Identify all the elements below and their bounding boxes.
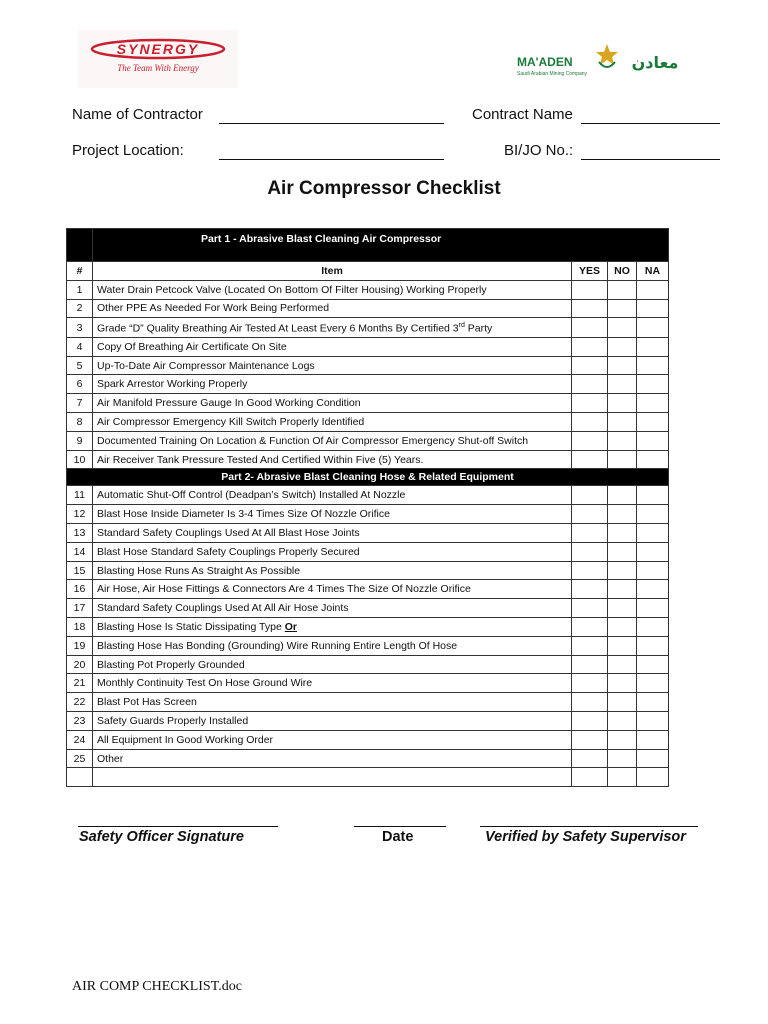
- bijo-field[interactable]: [581, 159, 720, 160]
- row-item: Blast Hose Inside Diameter Is 3-4 Times Size Of Nozzle Orifice: [93, 505, 572, 524]
- checkbox-cell-yes[interactable]: [572, 599, 608, 618]
- checkbox-cell-yes[interactable]: [572, 356, 608, 375]
- checkbox-cell-na[interactable]: [637, 318, 669, 338]
- checkbox-cell-yes[interactable]: [572, 375, 608, 394]
- checkbox-cell-yes[interactable]: [572, 580, 608, 599]
- table-row: [67, 318, 669, 338]
- checkbox-cell-yes[interactable]: [572, 693, 608, 712]
- row-item: Blasting Hose Is Static Dissipating Type Or: [93, 618, 572, 637]
- empty-cell: [67, 768, 93, 787]
- table-row: [67, 356, 669, 375]
- empty-row: [67, 768, 669, 787]
- row-item: Air Compressor Emergency Kill Switch Properly Identified: [93, 413, 572, 432]
- col-na-header: NA: [637, 262, 669, 281]
- checkbox-cell-na[interactable]: [637, 693, 669, 712]
- officer-signature-line[interactable]: [78, 826, 278, 827]
- row-number: 24: [67, 730, 93, 749]
- project-location-field[interactable]: [219, 159, 444, 160]
- row-number: 12: [67, 505, 93, 524]
- row-number: 6: [67, 375, 93, 394]
- table-row: [67, 505, 669, 524]
- row-number: 21: [67, 674, 93, 693]
- table-row: [67, 431, 669, 450]
- checkbox-cell-na[interactable]: [637, 561, 669, 580]
- row-item: Automatic Shut-Off Control (Deadpan’s Switch) Installed At Nozzle: [93, 486, 572, 505]
- bijo-label: BI/JO No.:: [504, 142, 574, 159]
- checkbox-cell-na[interactable]: [637, 712, 669, 731]
- checkbox-cell-yes[interactable]: [572, 431, 608, 450]
- empty-cell[interactable]: [608, 768, 637, 787]
- row-item: Grade “D” Quality Breathing Air Tested At Least Every 6 Months By Certified 3rd Party: [93, 318, 572, 338]
- row-item: Documented Training On Location & Function Of Air Compressor Emergency Shut-off Switch: [93, 431, 572, 450]
- row-item: Other PPE As Needed For Work Being Performed: [93, 299, 572, 318]
- table-row: [67, 375, 669, 394]
- checkbox-cell-no[interactable]: [608, 712, 637, 731]
- checkbox-cell-no[interactable]: [608, 618, 637, 637]
- contractor-field[interactable]: [219, 123, 444, 124]
- checkbox-cell-yes[interactable]: [572, 730, 608, 749]
- checkbox-cell-na[interactable]: [637, 636, 669, 655]
- checkbox-cell-yes[interactable]: [572, 450, 608, 469]
- row-item: Air Receiver Tank Pressure Tested And Certified Within Five (5) Years.: [93, 450, 572, 469]
- row-number: 17: [67, 599, 93, 618]
- checkbox-cell-na[interactable]: [637, 618, 669, 637]
- checkbox-cell-no[interactable]: [608, 561, 637, 580]
- checkbox-cell-yes[interactable]: [572, 413, 608, 432]
- checkbox-cell-na[interactable]: [637, 450, 669, 469]
- checkbox-cell-no[interactable]: [608, 280, 637, 299]
- checkbox-cell-yes[interactable]: [572, 394, 608, 413]
- checkbox-cell-no[interactable]: [608, 413, 637, 432]
- row-item: Air Hose, Air Hose Fittings & Connectors Are 4 Times The Size Of Nozzle Orifice: [93, 580, 572, 599]
- table-row: [67, 524, 669, 543]
- checkbox-cell-yes[interactable]: [572, 280, 608, 299]
- checkbox-cell-yes[interactable]: [572, 636, 608, 655]
- contract-name-label: Contract Name: [472, 106, 573, 123]
- maaden-logo-arabic: معادن: [631, 53, 679, 72]
- row-item: Standard Safety Couplings Used At All Blast Hose Joints: [93, 524, 572, 543]
- checkbox-cell-no[interactable]: [608, 599, 637, 618]
- row-number: 15: [67, 561, 93, 580]
- empty-cell: [93, 768, 572, 787]
- table-row: [67, 337, 669, 356]
- row-number: 1: [67, 280, 93, 299]
- synergy-logo-tagline: The Team With Energy: [117, 63, 199, 73]
- checkbox-cell-na[interactable]: [637, 356, 669, 375]
- row-number: 4: [67, 337, 93, 356]
- table-row: [67, 299, 669, 318]
- synergy-logo: [78, 30, 238, 88]
- row-item: Water Drain Petcock Valve (Located On Bottom Of Filter Housing) Working Properly: [93, 280, 572, 299]
- row-item: Other: [93, 749, 572, 768]
- checkbox-cell-no[interactable]: [608, 505, 637, 524]
- table-row: [67, 636, 669, 655]
- row-item: Blasting Pot Properly Grounded: [93, 655, 572, 674]
- table-row: [67, 712, 669, 731]
- checkbox-cell-na[interactable]: [637, 486, 669, 505]
- checkbox-cell-na[interactable]: [637, 580, 669, 599]
- part1-title: Part 1 - Abrasive Blast Cleaning Air Compressor: [93, 229, 669, 262]
- checkbox-cell-no[interactable]: [608, 580, 637, 599]
- contractor-label: Name of Contractor: [72, 106, 203, 123]
- col-no-header: NO: [608, 262, 637, 281]
- checkbox-cell-na[interactable]: [637, 730, 669, 749]
- checkbox-cell-no[interactable]: [608, 636, 637, 655]
- checkbox-cell-no[interactable]: [608, 524, 637, 543]
- maaden-star-icon: [596, 44, 618, 67]
- table-row: [67, 561, 669, 580]
- checkbox-cell-na[interactable]: [637, 375, 669, 394]
- maaden-logo: [515, 40, 700, 78]
- supervisor-signature-line[interactable]: [480, 826, 698, 827]
- row-number: 3: [67, 318, 93, 338]
- checkbox-cell-no[interactable]: [608, 318, 637, 338]
- row-item: Standard Safety Couplings Used At All Air Hose Joints: [93, 599, 572, 618]
- row-number: 20: [67, 655, 93, 674]
- checkbox-cell-na[interactable]: [637, 431, 669, 450]
- row-number: 13: [67, 524, 93, 543]
- checkbox-cell-no[interactable]: [608, 486, 637, 505]
- row-item: Blasting Hose Has Bonding (Grounding) Wire Running Entire Length Of Hose: [93, 636, 572, 655]
- page-title: Air Compressor Checklist: [267, 178, 501, 199]
- row-number: 22: [67, 693, 93, 712]
- row-number: 16: [67, 580, 93, 599]
- date-label: Date: [382, 829, 414, 845]
- table-row: [67, 655, 669, 674]
- empty-cell[interactable]: [572, 768, 608, 787]
- part2-header-row: [67, 469, 669, 486]
- row-number: 23: [67, 712, 93, 731]
- empty-cell[interactable]: [637, 768, 669, 787]
- synergy-logo-name: SYNERGY: [116, 41, 200, 57]
- checkbox-cell-na[interactable]: [637, 413, 669, 432]
- checkbox-cell-no[interactable]: [608, 542, 637, 561]
- col-yes-header: YES: [572, 262, 608, 281]
- checkbox-cell-no[interactable]: [608, 431, 637, 450]
- row-item: Spark Arrestor Working Properly: [93, 375, 572, 394]
- row-item-suffix: Or: [284, 620, 297, 633]
- row-item: Blasting Hose Runs As Straight As Possible: [93, 561, 572, 580]
- checkbox-cell-yes[interactable]: [572, 749, 608, 768]
- checkbox-cell-na[interactable]: [637, 280, 669, 299]
- row-item: Air Manifold Pressure Gauge In Good Working Condition: [93, 394, 572, 413]
- checkbox-cell-na[interactable]: [637, 599, 669, 618]
- checkbox-cell-na[interactable]: [637, 749, 669, 768]
- table-row: [67, 542, 669, 561]
- part1-header-row: [67, 229, 669, 262]
- table-row: [67, 394, 669, 413]
- checkbox-cell-no[interactable]: [608, 375, 637, 394]
- checkbox-cell-no[interactable]: [608, 394, 637, 413]
- checkbox-cell-no[interactable]: [608, 693, 637, 712]
- checkbox-cell-yes[interactable]: [572, 337, 608, 356]
- maaden-logo-subtitle: Saudi Arabian Mining Company: [517, 71, 588, 77]
- row-number: 25: [67, 749, 93, 768]
- checkbox-cell-yes[interactable]: [572, 712, 608, 731]
- table-row: [67, 618, 669, 637]
- row-number: 19: [67, 636, 93, 655]
- table-row: [67, 580, 669, 599]
- checkbox-cell-na[interactable]: [637, 524, 669, 543]
- date-line[interactable]: [354, 826, 446, 827]
- checkbox-cell-no[interactable]: [608, 450, 637, 469]
- part2-title: Part 2- Abrasive Blast Cleaning Hose & Related Equipment: [67, 469, 669, 486]
- checkbox-cell-yes[interactable]: [572, 542, 608, 561]
- table-row: [67, 730, 669, 749]
- checkbox-cell-yes[interactable]: [572, 524, 608, 543]
- col-num-header: #: [67, 262, 93, 281]
- table-row: [67, 749, 669, 768]
- row-number: 14: [67, 542, 93, 561]
- checkbox-cell-yes[interactable]: [572, 318, 608, 338]
- project-location-label: Project Location:: [72, 142, 184, 159]
- footer-filename: AIR COMP CHECKLIST.doc: [72, 979, 242, 994]
- row-number: 10: [67, 450, 93, 469]
- row-number: 9: [67, 431, 93, 450]
- checklist-table: [66, 228, 669, 787]
- contract-name-field[interactable]: [581, 123, 720, 124]
- checkbox-cell-yes[interactable]: [572, 505, 608, 524]
- checkbox-cell-na[interactable]: [637, 337, 669, 356]
- checkbox-cell-na[interactable]: [637, 655, 669, 674]
- officer-signature-label: Safety Officer Signature: [79, 829, 244, 845]
- checkbox-cell-yes[interactable]: [572, 299, 608, 318]
- checkbox-cell-no[interactable]: [608, 337, 637, 356]
- checkbox-cell-no[interactable]: [608, 749, 637, 768]
- row-item: Safety Guards Properly Installed: [93, 712, 572, 731]
- row-number: 7: [67, 394, 93, 413]
- table-row: [67, 486, 669, 505]
- checkbox-cell-yes[interactable]: [572, 655, 608, 674]
- table-row: [67, 450, 669, 469]
- checkbox-cell-no[interactable]: [608, 674, 637, 693]
- col-item-header: Item: [93, 262, 572, 281]
- checkbox-cell-no[interactable]: [608, 655, 637, 674]
- table-row: [67, 599, 669, 618]
- checkbox-cell-na[interactable]: [637, 542, 669, 561]
- table-row: [67, 280, 669, 299]
- checkbox-cell-yes[interactable]: [572, 486, 608, 505]
- row-item: All Equipment In Good Working Order: [93, 730, 572, 749]
- row-number: 8: [67, 413, 93, 432]
- checkbox-cell-yes[interactable]: [572, 618, 608, 637]
- row-number: 11: [67, 486, 93, 505]
- checkbox-cell-no[interactable]: [608, 356, 637, 375]
- checkbox-cell-yes[interactable]: [572, 674, 608, 693]
- row-item: Blast Pot Has Screen: [93, 693, 572, 712]
- row-number: 18: [67, 618, 93, 637]
- checkbox-cell-yes[interactable]: [572, 561, 608, 580]
- checkbox-cell-na[interactable]: [637, 674, 669, 693]
- row-item: Monthly Continuity Test On Hose Ground Wire: [93, 674, 572, 693]
- table-row: [67, 413, 669, 432]
- checkbox-cell-na[interactable]: [637, 394, 669, 413]
- row-number: 5: [67, 356, 93, 375]
- checkbox-cell-na[interactable]: [637, 299, 669, 318]
- row-item: Up-To-Date Air Compressor Maintenance Logs: [93, 356, 572, 375]
- maaden-logo-name: MA'ADEN: [517, 55, 573, 69]
- column-header-row: [67, 262, 669, 281]
- row-number: 2: [67, 299, 93, 318]
- row-item: Copy Of Breathing Air Certificate On Site: [93, 337, 572, 356]
- checkbox-cell-no[interactable]: [608, 299, 637, 318]
- checkbox-cell-na[interactable]: [637, 505, 669, 524]
- supervisor-signature-label: Verified by Safety Supervisor: [485, 829, 686, 845]
- table-row: [67, 674, 669, 693]
- row-item: Blast Hose Standard Safety Couplings Properly Secured: [93, 542, 572, 561]
- checkbox-cell-no[interactable]: [608, 730, 637, 749]
- table-row: [67, 693, 669, 712]
